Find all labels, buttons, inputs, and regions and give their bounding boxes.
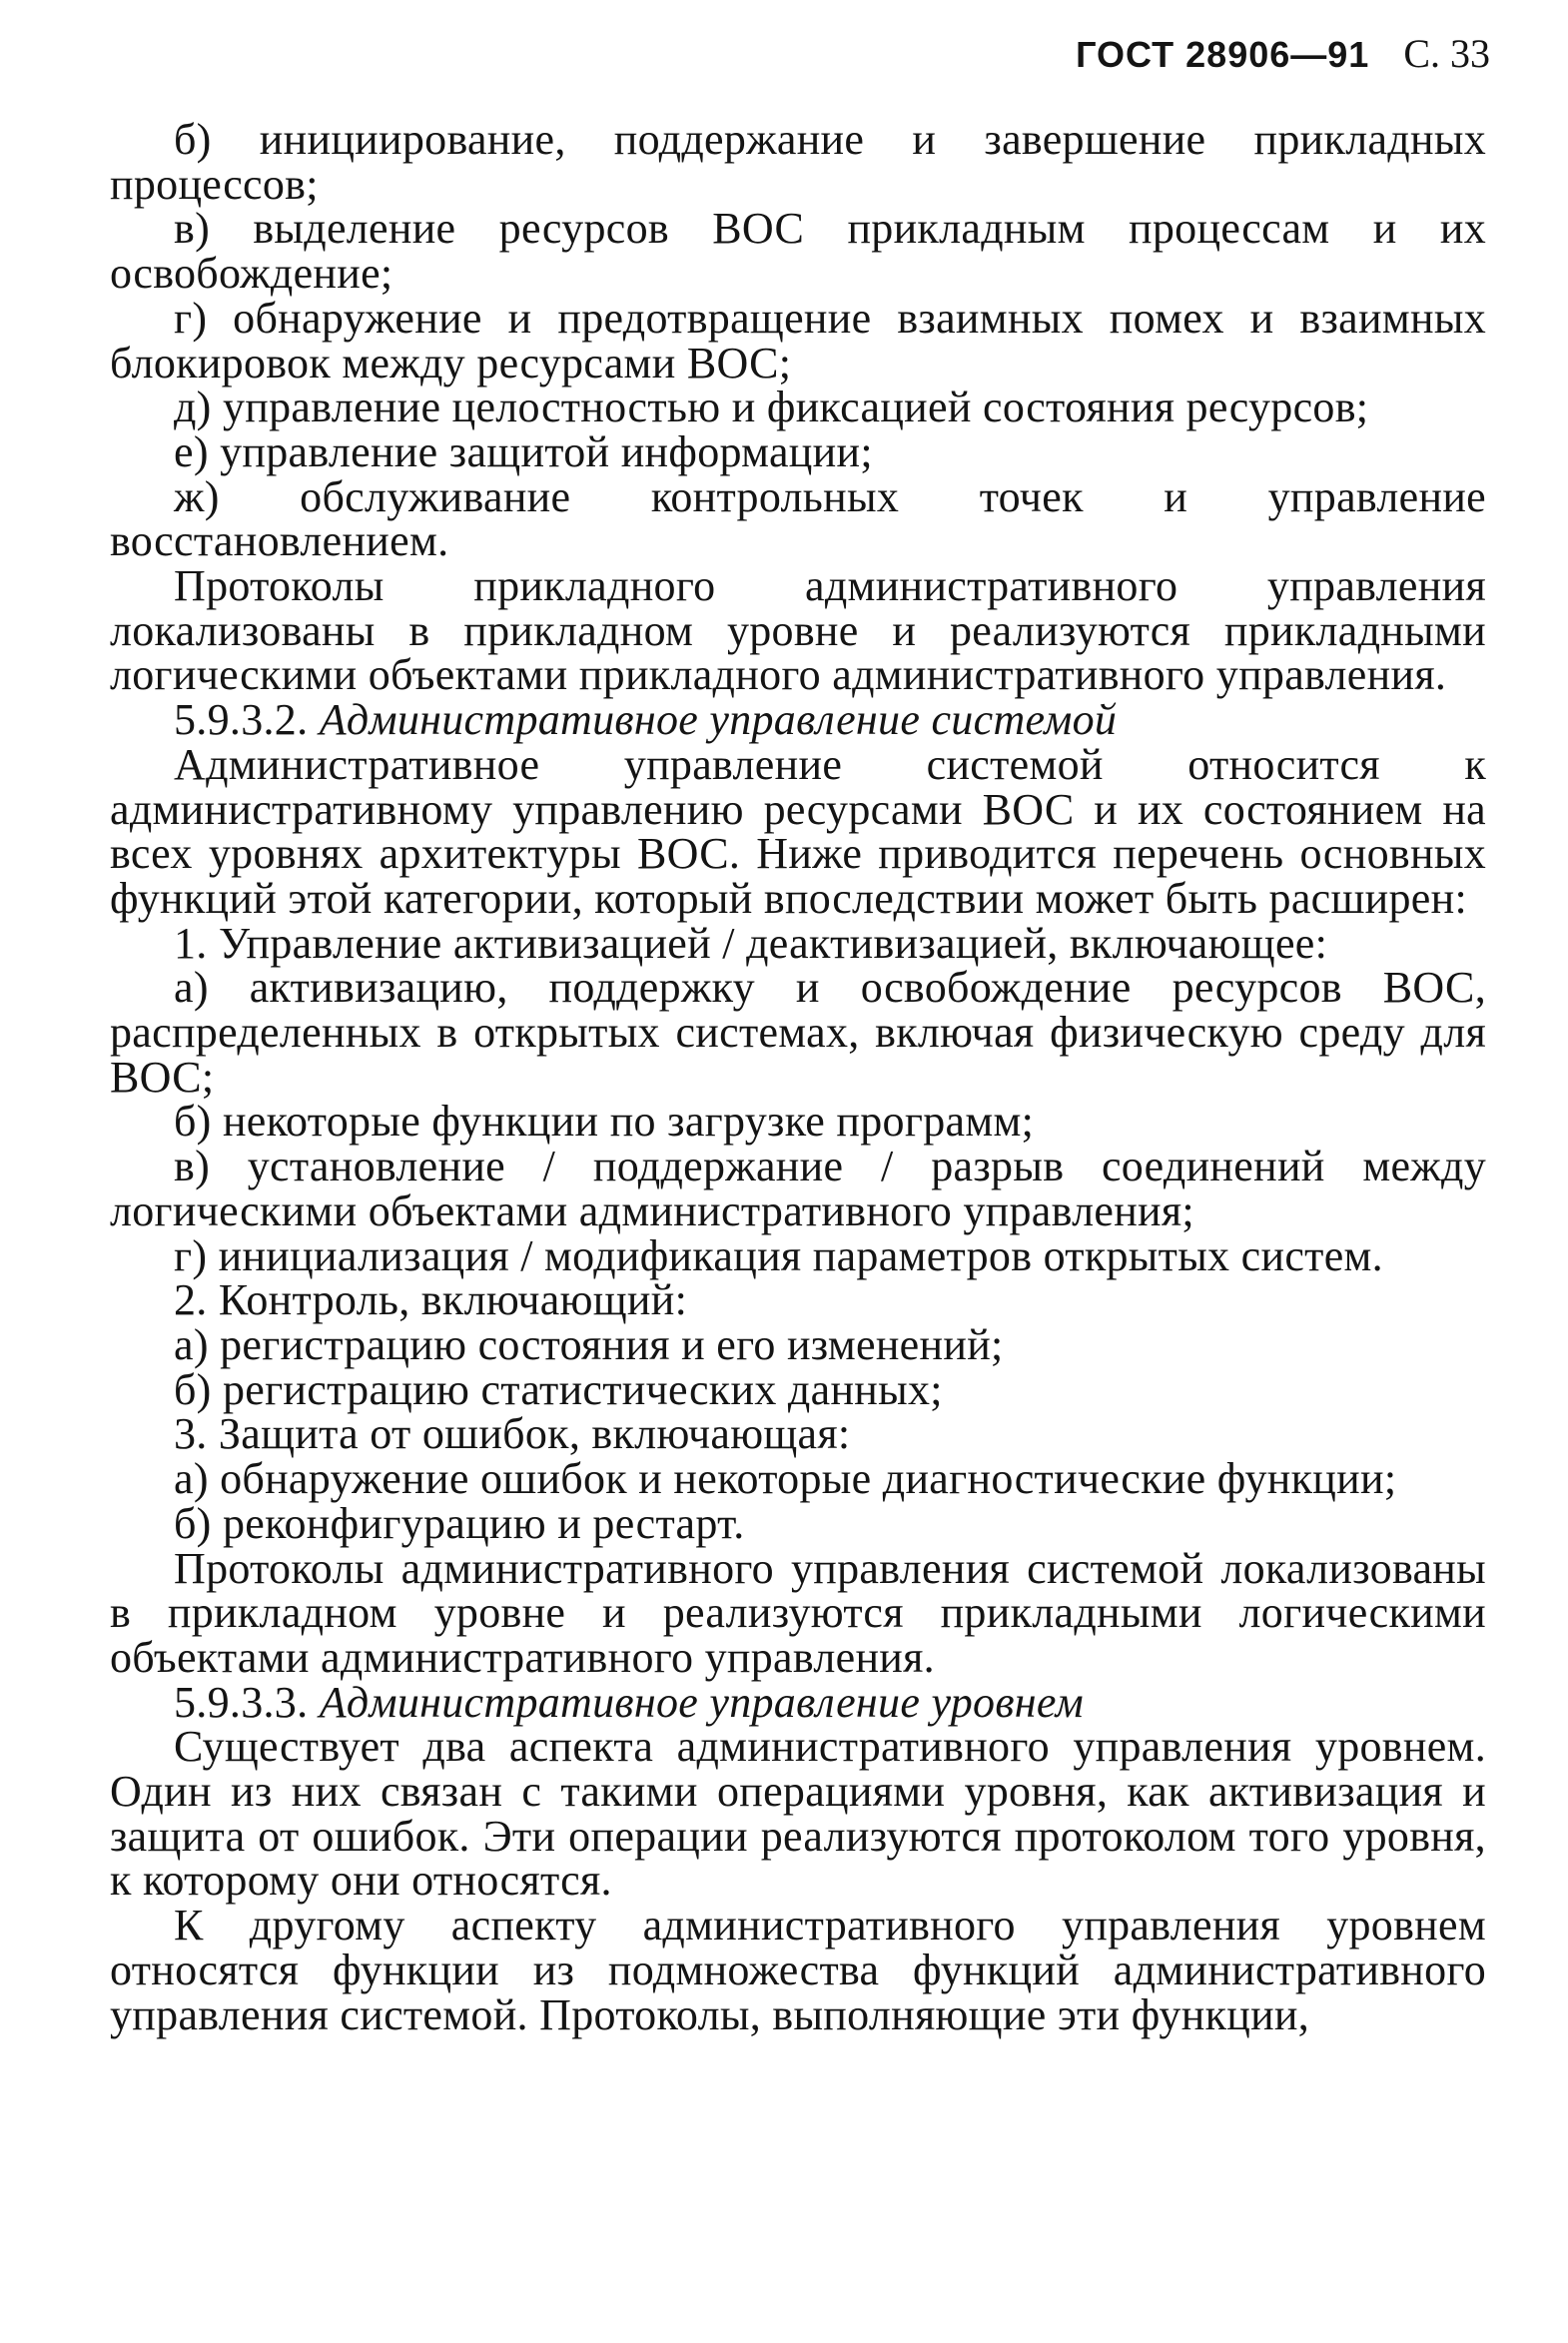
section-number: 5.9.3.3. — [174, 1677, 320, 1727]
section-heading — [110, 695, 1486, 745]
standard-code: ГОСТ 28906—91 — [1076, 34, 1370, 75]
list-item: в) установление / поддержание / разрыв соединений между логическими объектами административного управления; — [110, 1142, 1486, 1235]
list-item: ж) обслуживание контрольных точек и управление восстановлением. — [110, 471, 1486, 566]
paragraph: Протоколы административного управления системой локализованы в прикладном уровне и реализуются прикладными логическими объектами административного управления. — [110, 1543, 1486, 1682]
list-item: е) управление защитой информации; — [174, 426, 873, 476]
section-title: Административное управление системой — [319, 695, 1118, 745]
list-heading: 2. Контроль, включающий: — [174, 1275, 688, 1325]
list-heading: 3. Защита от ошибок, включающая: — [174, 1409, 851, 1459]
section-number: 5.9.3.2. — [174, 695, 320, 745]
list-item: в) выделение ресурсов ВОС прикладным процессам и их освобождение; — [110, 204, 1486, 299]
list-item: б) инициирование, поддержание и завершение прикладных процессов; — [110, 115, 1486, 209]
paragraph: К другому аспекту административного управления уровнем относятся функции из подмножества функций административного управления системой. Протоколы, выполняющие эти функции, — [110, 1901, 1486, 2039]
section-title: Административное управление уровнем — [319, 1677, 1084, 1727]
paragraph: Протоколы прикладного административного управления локализованы в прикладном уровне и реализуются прикладными логическими объектами прикладного административного управления. — [110, 561, 1486, 700]
paragraph: Существует два аспекта административного управления уровнем. Один из них связан с такими операциями уровня, как активизация и защита от ошибок. Эти операции реализуются протоколом того уровня, к которому они относятся. — [110, 1722, 1486, 1906]
list-item: б) некоторые функции по загрузке программ; — [174, 1097, 1035, 1147]
list-item: г) инициализация / модификация параметров открытых систем. — [174, 1230, 1383, 1280]
page-header — [1076, 30, 1490, 79]
list-item: б) реконфигурацию и рестарт. — [174, 1498, 745, 1548]
list-item: б) регистрацию статистических данных; — [174, 1364, 943, 1414]
list-item: а) активизацию, поддержку и освобождение ресурсов ВОС, распределенных в открытых системах, включая физическую среду для ВОС; — [110, 963, 1486, 1102]
list-item: г) обнаружение и предотвращение взаимных помех и взаимных блокировок между ресурсами ВОС; — [110, 293, 1486, 388]
body-text — [110, 115, 1486, 2039]
page-number: С. 33 — [1403, 31, 1490, 76]
list-item: а) регистрацию состояния и его изменений; — [174, 1319, 1004, 1369]
section-heading — [110, 1677, 1486, 1727]
list-item: д) управление целостностью и фиксацией состояния ресурсов; — [174, 383, 1369, 432]
list-item: а) обнаружение ошибок и некоторые диагностические функции; — [174, 1454, 1397, 1504]
paragraph: Административное управление системой относится к административному управлению ресурсами ВОС и их состоянием на всех уровнях архитектуры ВОС. Ниже приводится перечень основных функций этой категории, который впоследствии может быть расширен: — [110, 739, 1486, 923]
list-heading: 1. Управление активизацией / деактивизацией, включающее: — [174, 918, 1328, 968]
